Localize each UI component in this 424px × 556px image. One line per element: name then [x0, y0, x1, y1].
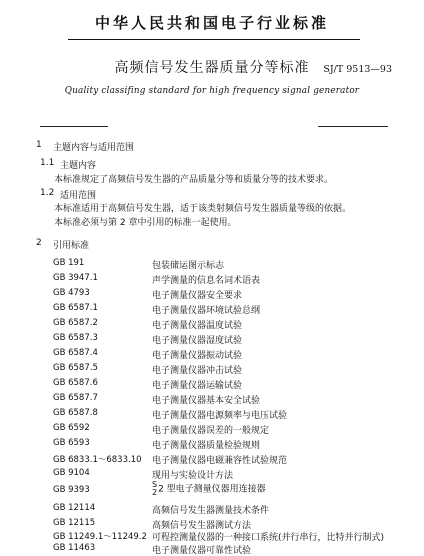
glyph-top: S: [152, 480, 158, 489]
reference-code: GB 6833.1～6833.10: [53, 455, 142, 465]
reference-code: GB 11249.1～11249.2: [53, 532, 147, 542]
section-divider-right: [318, 126, 388, 127]
reference-title: 声学测量的信息名词术语表: [152, 276, 261, 286]
reference-code: GB 6592: [53, 423, 90, 433]
reference-title: 电子测量仪器安全要求: [152, 291, 243, 301]
reference-title: 电子测量仪器电源频率与电压试验: [152, 411, 288, 421]
section-1-1-title: 主题内容: [60, 161, 97, 171]
reference-code: GB 12114: [53, 503, 96, 513]
section-1-2-title: 适用范围: [60, 191, 97, 201]
english-title: Quality classifing standard for high frequency signal generator: [64, 86, 360, 96]
reference-title: 电子测量仪器运输试验: [152, 381, 243, 391]
section-1-1-body: 本标准规定了高频信号发生器的产品质量分等和质量分等的技术要求。: [54, 175, 334, 185]
reference-code: GB 6587.2: [53, 318, 98, 328]
reference-code: GB 3947.1: [53, 273, 98, 283]
reference-code: GB 6593: [53, 438, 90, 448]
reference-code: GB 6587.1: [53, 303, 98, 313]
reference-title: 可程控测量仪器的一种接口系统(并行串行，比特并行制式): [152, 533, 385, 543]
reference-code: GB 9104: [53, 468, 90, 478]
standard-title: 高频信号发生器质量分等标准: [114, 60, 310, 76]
reference-code: GB 6587.6: [53, 378, 98, 388]
standard-number: SJ/T 9513—93: [323, 64, 392, 75]
reference-code: GB 6587.7: [53, 393, 98, 403]
reference-title: 高频信号发生器测试方法: [152, 521, 252, 531]
industry-standard-header: 中华人民共和国电子行业标准: [94, 14, 329, 32]
reference-code: GB 191: [53, 258, 85, 268]
reference-title: 电子测量仪器基本安全试验: [152, 396, 261, 406]
reference-title: 电子测量仪器质量检验规则: [152, 441, 261, 451]
reference-code: GB 9393: [53, 485, 90, 495]
reference-title-text: 2 型电子测量仪器用连接器: [158, 484, 266, 495]
header-divider: [68, 39, 360, 40]
section-1-title: 主题内容与适用范围: [53, 143, 135, 153]
reference-title: 电子测量仪器温度试验: [152, 321, 243, 331]
reference-title: 包装储运图示标志: [152, 261, 225, 271]
reference-title: 电子测量仪器振动试验: [152, 351, 243, 361]
reference-title: 电子测量仪器冲击试验: [152, 366, 243, 376]
section-1-2-body-line-1: 本标准适用于高频信号发生器，适于该类射频信号发生器质量等级的依据。: [54, 204, 352, 214]
reference-code: GB 6587.3: [53, 333, 98, 343]
section-2-number: 2: [36, 238, 42, 248]
section-1-2-number: 1.2: [40, 188, 55, 198]
reference-title: 电子测量仪器可靠性试验: [152, 546, 252, 556]
reference-title: 电子测量仪器湿度试验: [152, 336, 243, 346]
reference-code: GB 11463: [53, 543, 96, 553]
reference-title: 现用与实验设计方法: [152, 471, 234, 481]
reference-code: GB 6587.4: [53, 348, 98, 358]
section-1-1-number: 1.1: [40, 158, 55, 168]
reference-code: GB 6587.5: [53, 363, 98, 373]
section-divider-left: [40, 126, 108, 127]
reference-title: 电子测量仪器误差的一般规定: [152, 426, 270, 436]
connector-type-glyph: [152, 481, 157, 497]
reference-title: 电子测量仪器电磁兼容性试验规范: [152, 456, 288, 466]
section-2-title: 引用标准: [53, 241, 90, 251]
section-1-number: 1: [36, 140, 42, 150]
reference-title: 电子测量仪器环境试验总纲: [152, 306, 261, 316]
glyph-bottom: 2: [152, 488, 158, 497]
reference-code: GB 6587.8: [53, 408, 98, 418]
reference-code: GB 12115: [53, 518, 96, 528]
reference-code: GB 4793: [53, 288, 90, 298]
reference-title: 高频信号发生器测量技术条件: [152, 506, 270, 516]
reference-title-with-glyph: [152, 481, 266, 497]
section-1-2-body-line-2: 本标准必须与第 2 章中引用的标准一起使用。: [54, 218, 237, 228]
